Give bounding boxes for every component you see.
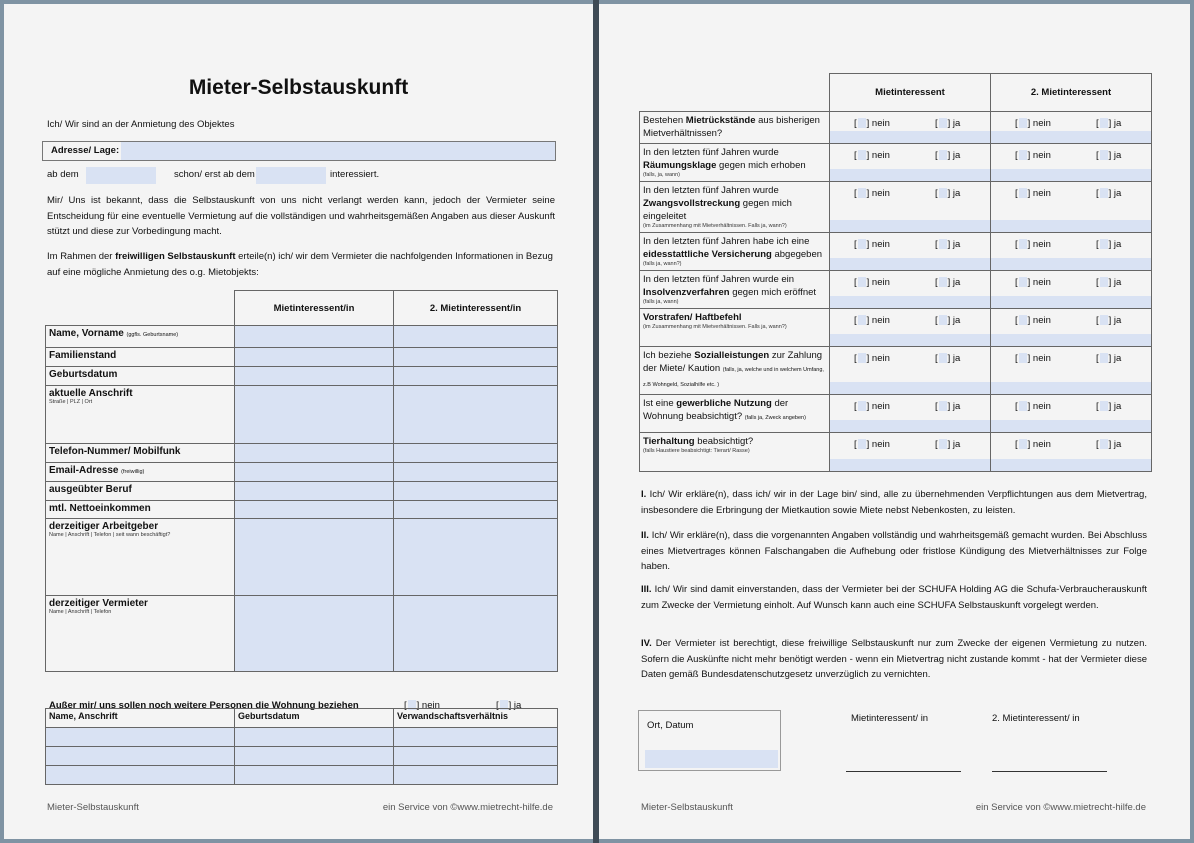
question-note: (falls Haustiere beabsichtigt: Tierart/ Rasse) [643,448,750,454]
checkbox-box [1100,353,1108,363]
details-field[interactable] [991,334,1151,346]
checkbox-box [939,150,947,160]
persons-table [45,708,558,785]
declaration-number: IV. [641,638,652,649]
ja-checkbox[interactable]: [ ] ja [935,277,961,288]
start-date-field[interactable] [86,167,156,184]
bold-text: freiwilligen Selbstauskunft [115,251,236,262]
nein-checkbox[interactable]: [ ] nein [854,277,890,288]
ja-label: ja [1113,150,1122,161]
ja-label: ja [952,277,961,288]
applicant-1-field[interactable] [235,348,394,367]
details-field[interactable] [991,131,1151,143]
details-field[interactable] [830,382,990,394]
applicant-2-field[interactable] [394,386,558,444]
label-note: Name | Anschrift | Telefon [49,609,112,615]
nein-label: nein [1032,401,1051,412]
text: Bestehen [643,115,686,126]
checkbox-box [858,118,866,128]
label-text: ausgeübter Beruf [49,484,132,495]
ja-checkbox[interactable]: [ ] ja [1096,188,1122,199]
checkbox-box [1100,188,1108,198]
question-note: (falls, ja, welche und in welchem Umfang, z.B Wohngeld, Sozialhilfe etc. ) [643,367,824,388]
ja-label: ja [1113,315,1122,326]
details-field[interactable] [991,169,1151,181]
ja-label: ja [1113,353,1122,364]
checkbox-box [939,277,947,287]
details-field[interactable] [830,334,990,346]
ja-label: ja [1113,188,1122,199]
applicant-1-answer [830,144,991,182]
bold-text: Tierhaltung [643,436,695,447]
checkbox-box [939,118,947,128]
nein-label: nein [871,150,890,161]
checkbox-box [1019,118,1027,128]
bold-text: Sozialleistungen [694,350,770,361]
checkbox-box [939,353,947,363]
nein-checkbox[interactable]: [ ] nein [854,150,890,161]
applicant-2-answer [991,112,1152,144]
checkbox-box [939,401,947,411]
info-paragraph: Mir/ Uns ist bekannt, dass die Selbstauskunft von uns nicht verlangt werden kann, jedoch der Vermieter seine Entscheidung für eine eventuelle Vermietung auf die vollständigen und wahrheitsgemäßen Angaben aus dieser Auskunft stützt und diese zur Vorbedingung macht. [47,195,555,237]
details-field[interactable] [830,296,990,308]
question-label [640,182,830,233]
row-label [46,444,235,463]
checkbox-box [1100,315,1108,325]
details-field[interactable] [830,131,990,143]
row-label [46,348,235,367]
applicant-1-answer [830,309,991,347]
declaration-3 [641,582,1147,613]
row-label [46,386,235,444]
signature-2-label: 2. Mietinteressent/ in [992,713,1080,724]
question-note: (falls ja, Zweck angeben) [744,415,806,421]
details-field[interactable] [830,258,990,270]
row-label [46,501,235,519]
page-1 [4,4,593,839]
nein-checkbox[interactable]: [ ] nein [1015,239,1051,250]
nein-label: nein [1032,118,1051,129]
bold-text: Insolvenzverfahren [643,287,730,298]
text: gegen mich eröffnet [729,287,817,298]
checkbox-box [858,188,866,198]
label-text: derzeitiger Arbeitgeber [49,521,159,532]
ja-label: ja [952,353,961,364]
nein-checkbox[interactable]: [ ] nein [854,239,890,250]
declaration-text: Ich/ Wir erkläre(n), dass ich/ wir in der Lage bin/ sind, alle zu übernehmenden Verpflichtungen aus dem Mietvertrag, insbesondere die Erbringung der Mietkaution sowie Miete nebst Nebenkosten, zu leisten. [641,489,1147,516]
question-label [640,347,830,395]
person-cell[interactable] [235,766,394,785]
col-header: Name, Anschrift [46,709,235,728]
checkbox-box [858,315,866,325]
nein-checkbox[interactable]: [ ] nein [854,353,890,364]
text: gegen mich eingeleitet [643,198,792,222]
ja-checkbox[interactable]: [ ] ja [1096,239,1122,250]
applicant-1-answer [830,182,991,233]
bold-text: Zwangsvollstreckung [643,198,741,209]
details-field[interactable] [830,220,990,232]
declaration-number: III. [641,584,652,595]
ja-label: ja [1113,401,1122,412]
nein-label: nein [871,439,890,450]
label-text: Familienstand [49,350,117,361]
ort-datum-box [638,710,781,771]
ja-checkbox[interactable]: [ ] ja [935,353,961,364]
bold-text: Räumungsklage [643,160,717,171]
applicant-2-field[interactable] [394,482,558,501]
col-header: 2. Mietinteressent [991,74,1152,112]
nein-checkbox[interactable]: [ ] nein [1015,315,1051,326]
text: aus bisherigen Mietverhältnissen? [643,115,820,139]
nein-checkbox[interactable]: [ ] nein [1015,353,1051,364]
checkbox-box [939,315,947,325]
applicant-1-answer [830,112,991,144]
text: In den letzten fünf Jahren habe ich eine [643,236,810,247]
nein-checkbox[interactable]: [ ] nein [1015,188,1051,199]
ja-checkbox[interactable]: [ ] ja [1096,401,1122,412]
applicant-2-field[interactable] [394,519,558,596]
question-note: (falls, ja, wann) [643,172,680,178]
ja-checkbox[interactable]: [ ] ja [1096,353,1122,364]
label-note: (freiwillig) [121,469,145,475]
question-note: (falls ja, wann?) [643,261,682,267]
checkbox-box [1019,277,1027,287]
persons-nein-checkbox[interactable]: [ ] nein [404,700,440,711]
bold-text: Mietrückstände [685,115,756,126]
checkbox-box [1100,239,1108,249]
details-field[interactable] [991,220,1151,232]
ja-label: ja [1113,239,1122,250]
applicant-1-field[interactable] [235,326,394,348]
label-text: Name, Vorname [49,328,124,339]
applicant-1-answer [830,233,991,271]
declaration-4 [641,636,1147,683]
ja-checkbox[interactable]: [ ] ja [935,239,961,250]
nein-label: nein [1032,439,1051,450]
question-note: (im Zusammenhang mit Mietverhältnissen. Falls ja, wann?) [643,324,787,330]
declaration-number: I. [641,489,647,500]
signature-1-label: Mietinteressent/ in [851,713,929,724]
text: In den letzten fünf Jahren wurde ein [643,274,795,285]
checkbox-box [858,239,866,249]
applicant-1-answer [830,433,991,472]
question-note: (falls ja, wann) [643,299,679,305]
questions-table [639,73,1152,472]
nein-label: nein [871,401,890,412]
applicant-2-field[interactable] [394,367,558,386]
applicant-2-answer [991,144,1152,182]
applicant-2-answer [991,309,1152,347]
scope-paragraph [47,249,555,280]
text: In den letzten fünf Jahren wurde [643,147,779,158]
nein-checkbox[interactable]: [ ] nein [1015,118,1051,129]
ja-label: ja [513,700,522,711]
declaration-number: II. [641,530,649,541]
details-field[interactable] [991,459,1151,471]
applicant-2-field[interactable] [394,348,558,367]
details-field[interactable] [991,296,1151,308]
ja-checkbox[interactable]: [ ] ja [1096,150,1122,161]
applicant-1-field[interactable] [235,386,394,444]
ja-label: ja [952,439,961,450]
person-cell[interactable] [46,747,235,766]
checkbox-box [1100,277,1108,287]
col-header: Verwandschaftsverhältnis [394,709,558,728]
person-cell[interactable] [394,766,558,785]
ort-datum-label: Ort, Datum [647,720,694,731]
applicant-2-answer [991,433,1152,472]
person-cell[interactable] [46,766,235,785]
checkbox-box [1100,401,1108,411]
checkbox-box [1100,118,1108,128]
nein-label: nein [871,239,890,250]
ja-checkbox[interactable]: [ ] ja [935,150,961,161]
row-label [46,482,235,501]
applicant-1-field[interactable] [235,367,394,386]
applicant-1-field[interactable] [235,596,394,672]
checkbox-box [1019,439,1027,449]
bold-text: gewerbliche Nutzung [676,398,772,409]
applicant-1-field[interactable] [235,444,394,463]
nein-label: nein [871,353,890,364]
nein-label: nein [1032,277,1051,288]
text: Ich beziehe [643,350,695,361]
applicant-2-answer [991,271,1152,309]
alt-date-field[interactable] [256,167,326,184]
text: In den letzten fünf Jahren wurde [643,185,779,196]
label-text: Telefon-Nummer/ Mobilfunk [49,446,181,457]
page-2 [599,4,1190,839]
nein-label: nein [1032,353,1051,364]
nein-label: nein [871,188,890,199]
ja-checkbox[interactable]: [ ] ja [935,401,961,412]
footer-left: Mieter-Selbstauskunft [47,802,139,813]
applicant-table [45,290,558,672]
ja-label: ja [952,401,961,412]
applicant-2-field[interactable] [394,501,558,519]
text: abgegeben [771,249,823,260]
nein-label: nein [1032,188,1051,199]
nein-checkbox[interactable]: [ ] nein [1015,150,1051,161]
label-text: Geburtsdatum [49,369,118,380]
nein-label: nein [421,700,440,711]
applicant-1-field[interactable] [235,519,394,596]
row-label [46,367,235,386]
text: zur Zahlung der Miete/ Kaution [643,350,823,374]
question-label [640,309,830,347]
question-label [640,395,830,433]
address-label: Adresse/ Lage: [43,142,121,160]
applicant-2-field[interactable] [394,463,558,482]
details-field[interactable] [991,258,1151,270]
checkbox-box [1019,353,1027,363]
row-label [46,463,235,482]
bold-text: Vorstrafen/ Haftbefehl [643,312,742,323]
applicant-1-field[interactable] [235,482,394,501]
footer-right: ein Service von ©www.mietrecht-hilfe.de [975,802,1146,813]
nein-checkbox[interactable]: [ ] nein [854,439,890,450]
nein-label: nein [1032,315,1051,326]
row-label [46,596,235,672]
ja-label: ja [952,150,961,161]
checkbox-box [1019,401,1027,411]
text: gegen mich erhoben [716,160,806,171]
label-text: Email-Adresse [49,465,119,476]
question-label [640,271,830,309]
checkbox-box [858,401,866,411]
ja-checkbox[interactable]: [ ] ja [1096,277,1122,288]
details-field[interactable] [991,382,1151,394]
person-cell[interactable] [46,728,235,747]
bold-text: eidesstattliche Versicherung [643,249,772,260]
nein-label: nein [1032,239,1051,250]
intro-text: Ich/ Wir sind an der Anmietung des Objektes [47,119,235,130]
text: erteile(n) ich/ wir dem Vermieter die nachfolgenden Informationen in Bezug auf eine mögliche Anmietung des o.g. Mietobjekts: [47,251,553,278]
signature-1-line[interactable] [846,771,961,772]
nein-label: nein [871,118,890,129]
nein-checkbox[interactable]: [ ] nein [854,401,890,412]
applicant-1-answer [830,395,991,433]
question-label [640,233,830,271]
address-field[interactable] [42,141,556,161]
ja-checkbox[interactable]: [ ] ja [935,439,961,450]
checkbox-box [939,239,947,249]
label-text: aktuelle Anschrift [49,388,133,399]
nein-checkbox[interactable]: [ ] nein [1015,277,1051,288]
label-text: mtl. Nettoeinkommen [49,503,151,514]
applicant-2-answer [991,233,1152,271]
page-title: Mieter-Selbstauskunft [188,76,409,99]
interessiert-label: interessiert. [330,169,380,180]
ort-datum-field[interactable] [645,750,778,768]
signature-2-line[interactable] [992,771,1107,772]
schon-erst-label: schon/ erst ab dem [174,169,255,180]
nein-label: nein [1032,150,1051,161]
footer-left: Mieter-Selbstauskunft [641,802,733,813]
applicant-1-field[interactable] [235,501,394,519]
footer-right: ein Service von ©www.mietrecht-hilfe.de [382,802,553,813]
text: Ist eine [643,398,677,409]
applicant-1-answer [830,271,991,309]
applicant-2-answer [991,182,1152,233]
applicant-1-field[interactable] [235,463,394,482]
persons-question: Außer mir/ uns sollen noch weitere Personen die Wohnung beziehen [49,700,359,711]
checkbox-box [858,353,866,363]
ja-label: ja [1113,439,1122,450]
blank-cell [46,291,235,326]
col-header: 2. Mietinteressent/in [394,291,558,326]
person-cell[interactable] [235,747,394,766]
details-field[interactable] [830,420,990,432]
question-label [640,144,830,182]
declaration-text: Der Vermieter ist berechtigt, diese freiwillige Selbstauskunft nur zum Zwecke der eigenen Vermietung zu nutzen. Sofern die Auskünfte nicht mehr benötigt werden - wenn ein Mietvertrag nicht zustande kommt - hat der Vermieter diese Daten gemäß Bundesdatenschutzgesetz unverzüglich zu vernichten. [641,638,1147,680]
ja-label: ja [952,315,961,326]
question-note: (im Zusammenhang mit Mietverhältnissen. Falls ja, wann?) [643,223,787,229]
person-cell[interactable] [394,747,558,766]
ja-checkbox[interactable]: [ ] ja [935,188,961,199]
applicant-2-answer [991,395,1152,433]
ja-checkbox[interactable]: [ ] ja [935,118,961,129]
declaration-2 [641,528,1147,575]
checkbox-box [1100,150,1108,160]
label-note: (ggfls. Geburtsname) [126,332,179,338]
checkbox-box [1100,439,1108,449]
ja-label: ja [952,239,961,250]
text: Im Rahmen der [47,251,116,262]
checkbox-box [1019,239,1027,249]
applicant-2-field[interactable] [394,596,558,672]
declaration-text: Ich/ Wir sind damit einverstanden, dass der Vermieter bei der SCHUFA Holding AG die Schufa-Verbraucherauskunft zum Zwecke der Vermietung einholt. Auf Wunsch kann auch eine SCHUFA Selbstauskunft vorgelegt werden. [641,584,1147,611]
checkbox-box [858,277,866,287]
checkbox-box [939,188,947,198]
applicant-2-field[interactable] [394,444,558,463]
label-note: Name | Anschrift | Telefon | seit wann beschäftigt? [49,532,171,538]
row-label [46,519,235,596]
details-field[interactable] [830,169,990,181]
ja-checkbox[interactable]: [ ] ja [1096,118,1122,129]
person-cell[interactable] [235,728,394,747]
checkbox-box [1019,150,1027,160]
ja-checkbox[interactable]: [ ] ja [935,315,961,326]
label-text: derzeitiger Vermieter [49,598,148,609]
checkbox-box [1019,315,1027,325]
applicant-1-answer [830,347,991,395]
row-label [46,326,235,348]
details-field[interactable] [991,420,1151,432]
ja-checkbox[interactable]: [ ] ja [1096,439,1122,450]
nein-label: nein [871,315,890,326]
ja-label: ja [1113,277,1122,288]
col-header: Mietinteressent [830,74,991,112]
nein-checkbox[interactable]: [ ] nein [854,118,890,129]
ab-dem-label: ab dem [47,169,79,180]
persons-ja-checkbox[interactable]: [ ] ja [496,700,522,711]
text: beabsichtigt? [694,436,754,447]
ja-label: ja [952,118,961,129]
ja-checkbox[interactable]: [ ] ja [1096,315,1122,326]
nein-checkbox[interactable]: [ ] nein [854,188,890,199]
person-cell[interactable] [394,728,558,747]
checkbox-box [1019,188,1027,198]
checkbox-box [858,150,866,160]
col-header: Mietinteressent/in [235,291,394,326]
text: der Wohnung beabsichtigt? [643,398,789,422]
applicant-2-field[interactable] [394,326,558,348]
applicant-2-answer [991,347,1152,395]
checkbox-box [939,439,947,449]
declaration-text: Ich/ Wir erkläre(n), dass die vorgenannten Angaben vollständig und wahrheitsgemäß gemacht wurden. Bei Abschluss eines Mietvertrages können Falschangaben die Aufhebung oder fristlose Kündigung des Mietverhältnisses zur Folge haben. [641,530,1147,572]
blank-cell [640,74,830,112]
nein-checkbox[interactable]: [ ] nein [854,315,890,326]
nein-checkbox[interactable]: [ ] nein [1015,439,1051,450]
details-field[interactable] [830,459,990,471]
ja-label: ja [1113,118,1122,129]
checkbox-box [858,439,866,449]
ja-label: ja [952,188,961,199]
label-note: Straße | PLZ | Ort [49,399,93,405]
question-label [640,433,830,472]
col-header: Geburtsdatum [235,709,394,728]
question-label [640,112,830,144]
nein-label: nein [871,277,890,288]
declaration-1 [641,487,1147,518]
nein-checkbox[interactable]: [ ] nein [1015,401,1051,412]
